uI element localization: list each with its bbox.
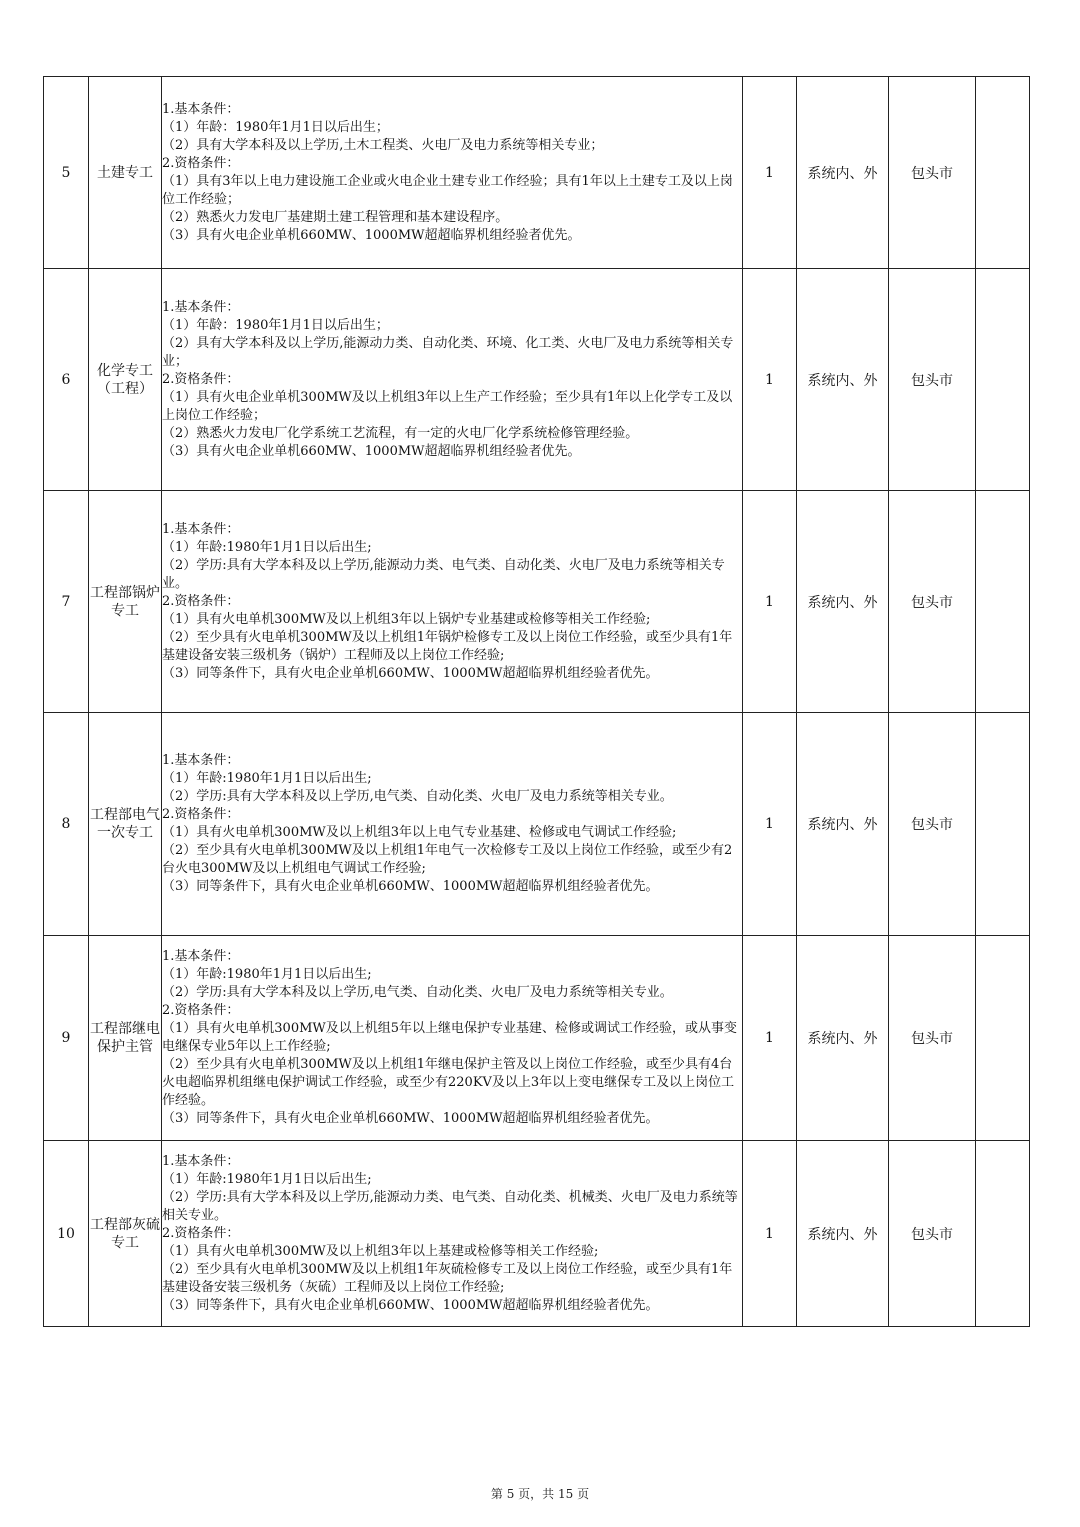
remarks-cell <box>976 936 1030 1141</box>
row-number: 6 <box>44 269 89 491</box>
position-title: 土建专工 <box>89 77 162 269</box>
requirement-line: （1）具有3年以上电力建设施工企业或火电企业土建专业工作经验；具有1年以上土建专工及以上岗位工作经验； <box>162 173 733 207</box>
requirement-line: （2）熟悉火力发电厂基建期土建工程管理和基本建设程序。 <box>162 209 509 225</box>
requirement-line: 2.资格条件： <box>162 1003 240 1018</box>
table-row <box>44 1141 1030 1327</box>
headcount: 1 <box>743 936 797 1141</box>
requirement-line: （3）具有火电企业单机660MW、1000MW超超临界机组经验者优先。 <box>162 443 581 459</box>
position-title: 化学专工（工程） <box>89 269 162 491</box>
row-number: 8 <box>44 713 89 936</box>
requirement-line: 1.基本条件： <box>162 949 240 964</box>
requirements-cell <box>162 77 743 269</box>
requirement-line: （2）学历:具有大学本科及以上学历,能源动力类、电气类、自动化类、火电厂及电力系统等相关专业。 <box>162 557 725 591</box>
requirements-cell <box>162 1141 743 1327</box>
requirement-line: 2.资格条件： <box>162 155 240 171</box>
headcount: 1 <box>743 77 797 269</box>
recruit-scope: 系统内、外 <box>797 269 889 491</box>
recruit-scope: 系统内、外 <box>797 936 889 1141</box>
remarks-cell <box>976 77 1030 269</box>
requirement-line: （1）年龄：1980年1月1日以后出生； <box>162 119 389 135</box>
requirement-line: 2.资格条件： <box>162 807 240 822</box>
headcount: 1 <box>743 491 797 713</box>
requirement-line: 1.基本条件： <box>162 101 240 117</box>
requirement-line: （3）同等条件下，具有火电企业单机660MW、1000MW超超临界机组经验者优先。 <box>162 1111 659 1126</box>
requirements-cell <box>162 936 743 1141</box>
headcount: 1 <box>743 713 797 936</box>
headcount: 1 <box>743 1141 797 1327</box>
work-location: 包头市 <box>889 77 976 269</box>
requirement-line: （1）年龄:1980年1月1日以后出生; <box>162 967 372 982</box>
work-location: 包头市 <box>889 713 976 936</box>
requirement-line: 2.资格条件： <box>162 593 240 609</box>
requirement-line: （2）至少具有火电单机300MW及以上机组1年电气一次检修专工及以上岗位工作经验，或至少有2台火电300MW及以上机组电气调试工作经验; <box>162 843 733 876</box>
requirement-line: 1.基本条件： <box>162 1153 240 1169</box>
job-table <box>43 76 1030 1327</box>
row-number: 5 <box>44 77 89 269</box>
position-title: 工程部锅炉专工 <box>89 491 162 713</box>
table-row <box>44 713 1030 936</box>
requirement-line: （2）学历:具有大学本科及以上学历,能源动力类、电气类、自动化类、机械类、火电厂及电力系统等相关专业。 <box>162 1189 738 1223</box>
requirement-line: 1.基本条件： <box>162 753 240 768</box>
recruit-scope: 系统内、外 <box>797 77 889 269</box>
recruit-scope: 系统内、外 <box>797 1141 889 1327</box>
table-row <box>44 491 1030 713</box>
requirement-line: （1）具有火电单机300MW及以上机组3年以上电气专业基建、检修或电气调试工作经验; <box>162 825 677 840</box>
remarks-cell <box>976 713 1030 936</box>
requirements-cell <box>162 491 743 713</box>
requirement-line: （2）具有大学本科及以上学历,能源动力类、自动化类、环境、化工类、火电厂及电力系统等相关专业； <box>162 335 734 369</box>
requirement-line: （1）具有火电单机300MW及以上机组3年以上基建或检修等相关工作经验; <box>162 1243 599 1259</box>
table-row <box>44 77 1030 269</box>
requirement-line: （2）学历:具有大学本科及以上学历,电气类、自动化类、火电厂及电力系统等相关专业。 <box>162 789 673 804</box>
requirement-line: （1）具有火电单机300MW及以上机组3年以上锅炉专业基建或检修等相关工作经验; <box>162 611 651 627</box>
recruit-scope: 系统内、外 <box>797 713 889 936</box>
requirement-line: 1.基本条件： <box>162 521 240 537</box>
remarks-cell <box>976 269 1030 491</box>
headcount: 1 <box>743 269 797 491</box>
row-number: 7 <box>44 491 89 713</box>
requirement-line: 2.资格条件： <box>162 1225 240 1241</box>
work-location: 包头市 <box>889 936 976 1141</box>
requirement-line: （2）至少具有火电单机300MW及以上机组1年灰硫检修专工及以上岗位工作经验，或至少具有1年基建设备安装三级机务（灰硫）工程师及以上岗位工作经验; <box>162 1261 733 1295</box>
requirement-line: （2）具有大学本科及以上学历,土木工程类、火电厂及电力系统等相关专业； <box>162 137 604 153</box>
requirement-line: （2）学历:具有大学本科及以上学历,电气类、自动化类、火电厂及电力系统等相关专业。 <box>162 985 673 1000</box>
requirement-line: （3）具有火电企业单机660MW、1000MW超超临界机组经验者优先。 <box>162 227 581 243</box>
requirement-line: （1）年龄:1980年1月1日以后出生; <box>162 771 372 786</box>
row-number: 9 <box>44 936 89 1141</box>
requirement-line: 2.资格条件： <box>162 371 240 387</box>
recruit-scope: 系统内、外 <box>797 491 889 713</box>
remarks-cell <box>976 1141 1030 1327</box>
requirement-line: （1）年龄：1980年1月1日以后出生； <box>162 317 389 333</box>
page-footer: 第 5 页，共 15 页 <box>490 1487 590 1501</box>
position-title: 工程部继电保护主管 <box>89 936 162 1141</box>
work-location: 包头市 <box>889 269 976 491</box>
remarks-cell <box>976 491 1030 713</box>
table-row <box>44 936 1030 1141</box>
requirement-line: （3）同等条件下，具有火电企业单机660MW、1000MW超超临界机组经验者优先。 <box>162 665 659 681</box>
requirements-cell <box>162 269 743 491</box>
work-location: 包头市 <box>889 491 976 713</box>
requirement-line: （2）熟悉火力发电厂化学系统工艺流程，有一定的火电厂化学系统检修管理经验。 <box>162 425 639 441</box>
requirement-line: 1.基本条件： <box>162 299 240 315</box>
requirement-line: （3）同等条件下，具有火电企业单机660MW、1000MW超超临界机组经验者优先。 <box>162 879 659 894</box>
table-row <box>44 269 1030 491</box>
requirement-line: （1）具有火电企业单机300MW及以上机组3年以上生产工作经验；至少具有1年以上化学专工及以上岗位工作经验； <box>162 389 733 423</box>
work-location: 包头市 <box>889 1141 976 1327</box>
requirement-line: （1）年龄:1980年1月1日以后出生; <box>162 1171 372 1187</box>
position-title: 工程部电气一次专工 <box>89 713 162 936</box>
requirement-line: （1）具有火电单机300MW及以上机组5年以上继电保护专业基建、检修或调试工作经验，或从事变电继保专业5年以上工作经验; <box>162 1021 738 1054</box>
position-title: 工程部灰硫专工 <box>89 1141 162 1327</box>
requirement-line: （1）年龄:1980年1月1日以后出生; <box>162 539 372 555</box>
requirement-line: （3）同等条件下，具有火电企业单机660MW、1000MW超超临界机组经验者优先。 <box>162 1297 659 1313</box>
requirement-line: （2）至少具有火电单机300MW及以上机组1年继电保护主管及以上岗位工作经验，或至少具有4台火电超临界机组继电保护调试工作经验，或至少有220KV及以上3年以上变电继保专工及以上岗位工作经验。 <box>162 1057 735 1108</box>
row-number: 10 <box>44 1141 89 1327</box>
requirements-cell <box>162 713 743 936</box>
requirement-line: （2）至少具有火电单机300MW及以上机组1年锅炉检修专工及以上岗位工作经验，或至少具有1年基建设备安装三级机务（锅炉）工程师及以上岗位工作经验; <box>162 629 733 663</box>
